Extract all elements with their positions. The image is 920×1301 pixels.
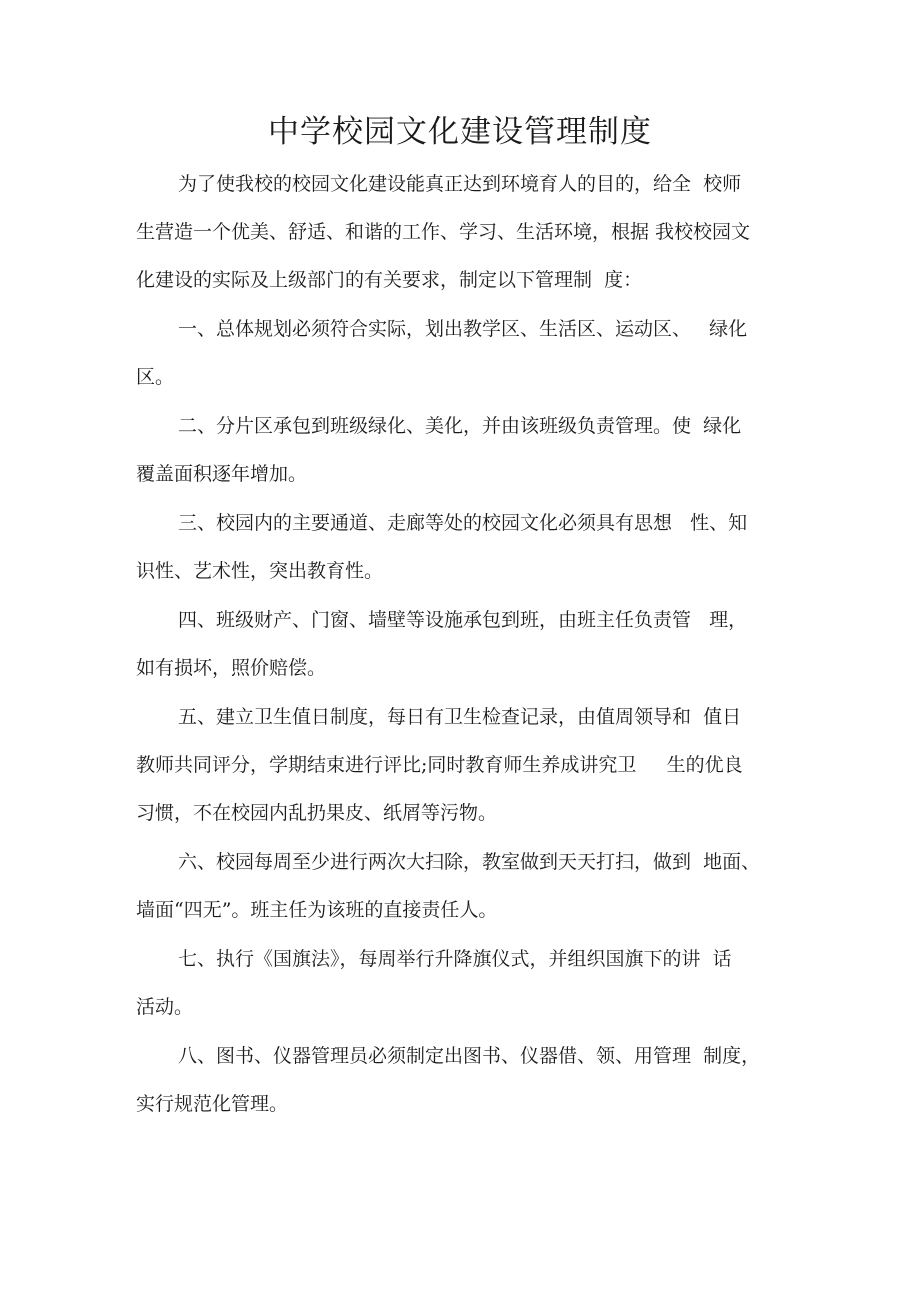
paragraph-line: 墙面“四无”。班主任为该班的直接责任人。 xyxy=(136,899,498,921)
paragraph-line: 一、总体规划必须符合实际，划出教学区、生活区、运动区、 绿化 xyxy=(178,318,748,340)
paragraph-line: 三、校园内的主要通道、走廊等处的校园文化必须具有思想 性、知 xyxy=(178,512,748,534)
paragraph-line: 覆盖面积逐年增加。 xyxy=(136,463,308,485)
paragraph-rule-4 xyxy=(136,596,790,692)
paragraph-line: 化建设的实际及上级部门的有关要求，制定以下管理制 度： xyxy=(136,269,643,291)
paragraph-line: 为了使我校的校园文化建设能真正达到环境育人的目的，给全 校师 xyxy=(178,173,742,195)
paragraph-line: 八、图书、仪器管理员必须制定出图书、仪器借、领、用管理 制度， xyxy=(178,1045,761,1067)
paragraph-line: 活动。 xyxy=(136,996,194,1018)
paragraph-rule-8 xyxy=(136,1032,790,1128)
paragraph-line: 六、校园每周至少进行两次大扫除，教室做到天天打扫，做到 地面、 xyxy=(178,851,761,873)
paragraph-rule-7 xyxy=(136,935,790,1031)
paragraph-rule-2 xyxy=(136,402,790,498)
paragraph-line: 五、建立卫生值日制度，每日有卫生检查记录，由值周领导和 值日 xyxy=(178,706,742,728)
paragraph-rule-6 xyxy=(136,838,790,934)
paragraph-rule-3 xyxy=(136,499,790,595)
document-body xyxy=(136,160,790,1128)
paragraph-line: 区。 xyxy=(136,366,175,388)
paragraph-line: 生营造一个优美、舒适、和谐的工作、学习、生活环境，根据 我校校园文 xyxy=(136,221,751,243)
paragraph-line: 习惯，不在校园内乱扔果皮、纸屑等污物。 xyxy=(136,802,498,824)
paragraph-rule-5 xyxy=(136,693,790,837)
document-title: 中学校园文化建设管理制度 xyxy=(268,114,652,150)
paragraph-line: 如有损坏，照价赔偿。 xyxy=(136,657,327,679)
paragraph-line: 识性、艺术性，突出教育性。 xyxy=(136,560,384,582)
paragraph-rule-1 xyxy=(136,305,790,401)
paragraph-line: 教师共同评分，学期结束进行评比;同时教育师生养成讲究卫 生的优良 xyxy=(136,754,743,776)
paragraph-line: 实行规范化管理。 xyxy=(136,1093,289,1115)
paragraph-line: 四、班级财产、门窗、墙壁等设施承包到班，由班主任负责管 理， xyxy=(178,609,748,631)
paragraph-line: 七、执行《国旗法》，每周举行升降旗仪式，并组织国旗下的讲 话 xyxy=(178,948,732,970)
paragraph-line: 二、分片区承包到班级绿化、美化，并由该班级负责管理。使 绿化 xyxy=(178,415,742,437)
paragraph-intro xyxy=(136,160,790,304)
